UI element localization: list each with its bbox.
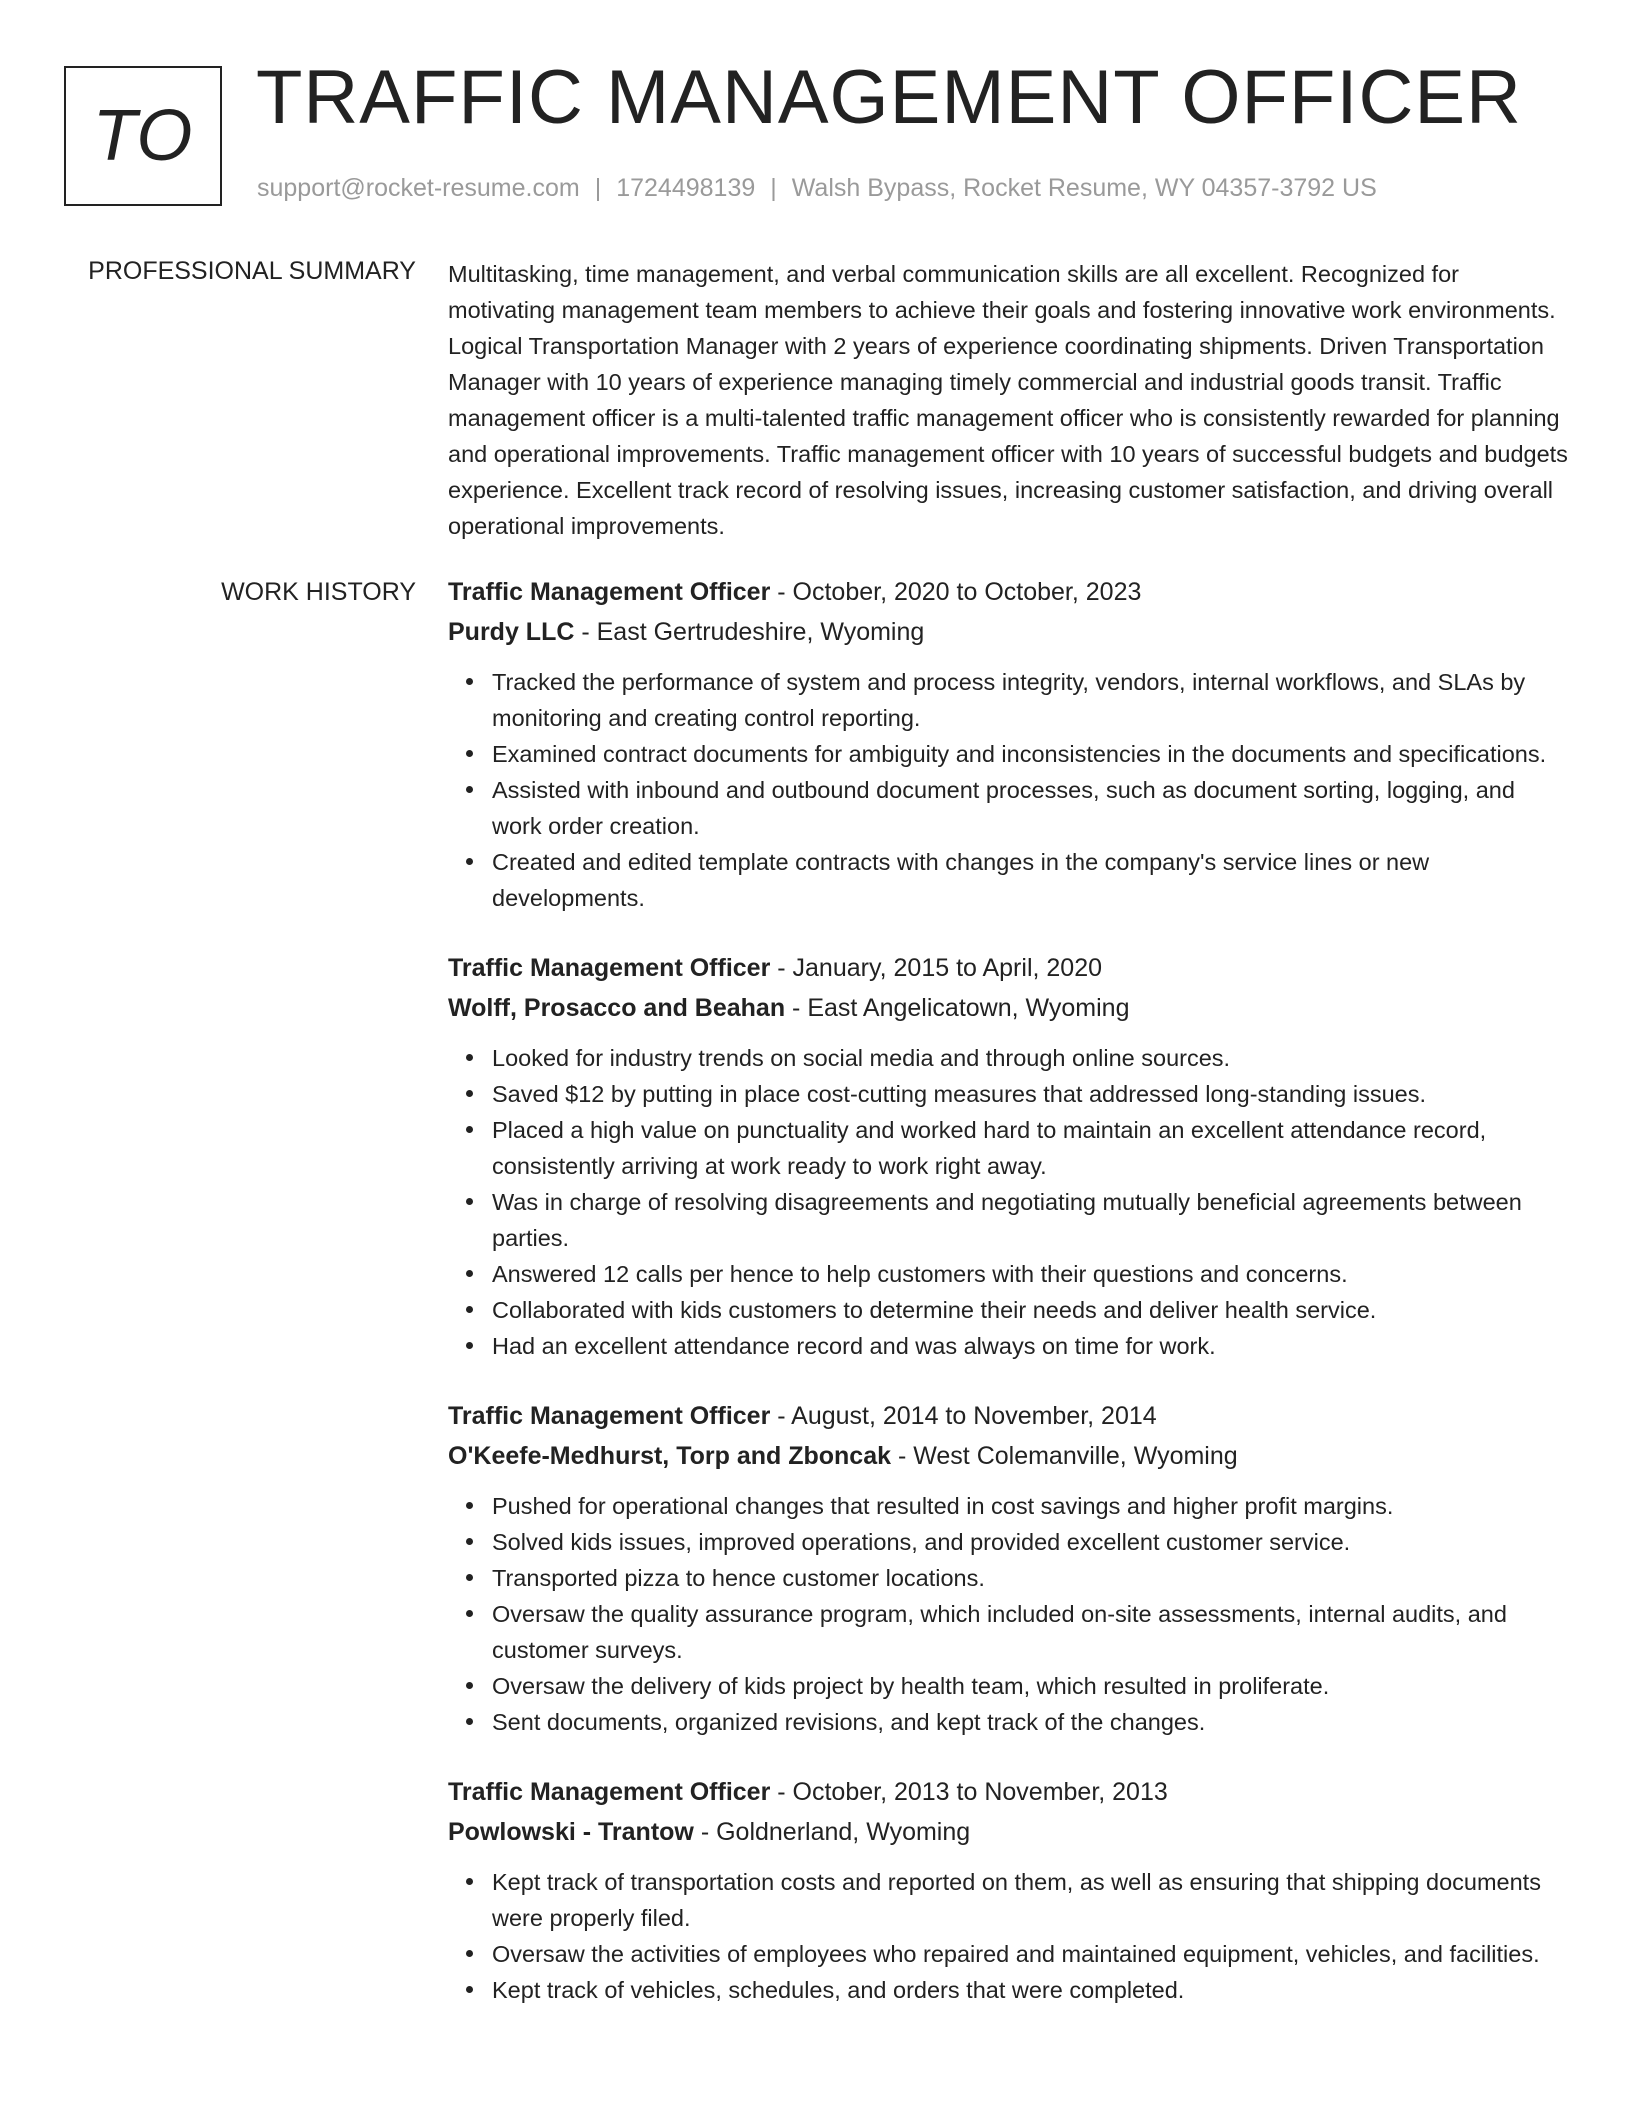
job-entry [448,572,1568,916]
job-dates: - October, 2020 to October, 2023 [770,578,1142,606]
work-history-section [448,572,1568,2040]
bullet-dot-icon [466,786,473,793]
job-bullet-text: Oversaw the quality assurance program, which included on-site assessments, internal audits, and customer surveys. [492,1601,1507,1663]
contact-email: support@rocket-resume.com [257,174,580,202]
job-bullet-text: Had an excellent attendance record and was always on time for work. [492,1333,1216,1359]
job-title-line [448,1396,1568,1436]
monogram-initials: TO [92,96,194,176]
job-bullet [492,1256,1568,1292]
bullet-dot-icon [466,750,473,757]
job-bullet [492,1040,1568,1076]
bullet-dot-icon [466,1986,473,1993]
job-bullet [492,1184,1568,1256]
job-title: Traffic Management Officer [448,954,771,982]
job-company-line [448,612,1568,652]
summary-section-label: PROFESSIONAL SUMMARY [88,257,416,285]
bullet-dot-icon [466,1718,473,1725]
bullet-dot-icon [466,1682,473,1689]
contact-separator: | [770,174,777,202]
resume-title: TRAFFIC MANAGEMENT OFFICER [256,55,1522,140]
bullet-dot-icon [466,858,473,865]
job-bullet-text: Solved kids issues, improved operations, and provided excellent customer service. [492,1529,1351,1555]
job-bullet-text: Sent documents, organized revisions, and kept track of the changes. [492,1709,1206,1735]
job-company: Wolff, Prosacco and Beahan [448,994,786,1022]
bullet-dot-icon [466,1306,473,1313]
bullet-dot-icon [466,1502,473,1509]
job-bullet-text: Tracked the performance of system and process integrity, vendors, internal workflows, and SLAs by monitoring and creating control reporting. [492,669,1526,731]
job-dates: - January, 2015 to April, 2020 [770,954,1103,982]
job-location: - East Angelicatown, Wyoming [785,994,1130,1022]
bullet-dot-icon [466,1054,473,1061]
job-company: Powlowski - Trantow [448,1818,694,1846]
job-title-line [448,1772,1568,1812]
bullet-dot-icon [466,1342,473,1349]
work-history-section-label: WORK HISTORY [221,578,416,606]
job-bullet [492,1972,1568,2008]
job-location: - East Gertrudeshire, Wyoming [574,618,925,646]
job-bullet [492,1596,1568,1668]
job-dates: - October, 2013 to November, 2013 [770,1778,1168,1806]
bullet-dot-icon [466,1574,473,1581]
job-bullet-text: Assisted with inbound and outbound document processes, such as document sorting, logging, and work order creation. [492,777,1515,839]
job-entry [448,1772,1568,2008]
job-location: - West Colemanville, Wyoming [891,1442,1238,1470]
job-title: Traffic Management Officer [448,1402,771,1430]
job-company: O'Keefe-Medhurst, Torp and Zboncak [448,1442,892,1470]
bullet-dot-icon [466,1270,473,1277]
job-bullet-text: Saved $12 by putting in place cost-cutting measures that addressed long-standing issues. [492,1081,1427,1107]
job-bullet-text: Collaborated with kids customers to determine their needs and deliver health service. [492,1297,1377,1323]
job-bullet [492,1112,1568,1184]
bullet-dot-icon [466,1126,473,1133]
bullet-dot-icon [466,1198,473,1205]
job-bullet [492,664,1568,736]
job-entry [448,1396,1568,1740]
job-bullet [492,772,1568,844]
job-title: Traffic Management Officer [448,1778,771,1806]
job-bullet-list [448,1864,1568,2008]
job-company-line [448,1436,1568,1476]
job-bullet [492,1936,1568,1972]
contact-separator: | [594,174,602,202]
job-bullet-text: Pushed for operational changes that resulted in cost savings and higher profit margins. [492,1493,1394,1519]
bullet-dot-icon [466,1610,473,1617]
job-bullet-text: Examined contract documents for ambiguity and inconsistencies in the documents and specifications. [492,741,1547,767]
job-bullet [492,1076,1568,1112]
summary-section [448,256,1568,544]
job-bullet-text: Kept track of transportation costs and reported on them, as well as ensuring that shipping documents were properly filed. [492,1869,1541,1931]
job-dates: - August, 2014 to November, 2014 [770,1402,1157,1430]
job-bullet [492,1328,1568,1364]
job-title-line [448,572,1568,612]
job-bullet [492,736,1568,772]
job-bullet-text: Answered 12 calls per hence to help customers with their questions and concerns. [492,1261,1348,1287]
bullet-dot-icon [466,1538,473,1545]
bullet-dot-icon [466,1878,473,1885]
job-list [448,572,1568,2008]
job-bullet-text: Oversaw the activities of employees who repaired and maintained equipment, vehicles, and facilities. [492,1941,1540,1967]
job-bullet [492,844,1568,916]
bullet-dot-icon [466,1090,473,1097]
job-bullet [492,1292,1568,1328]
job-entry [448,948,1568,1364]
job-bullet-list [448,1040,1568,1364]
job-bullet-text: Placed a high value on punctuality and worked hard to maintain an excellent attendance record, consistently arriving at work ready to work right away. [492,1117,1487,1179]
monogram-box [64,66,222,206]
job-bullet-list [448,1488,1568,1740]
job-bullet [492,1560,1568,1596]
job-company-line [448,1812,1568,1852]
job-bullet-text: Was in charge of resolving disagreements and negotiating mutually beneficial agreements between parties. [492,1189,1522,1251]
contact-address: Walsh Bypass, Rocket Resume, WY 04357-3792 US [791,174,1377,202]
contact-phone: 1724498139 [616,174,756,202]
bullet-dot-icon [466,1950,473,1957]
job-bullet [492,1524,1568,1560]
job-bullet-text: Looked for industry trends on social media and through online sources. [492,1045,1231,1071]
contact-line [257,174,1377,203]
job-bullet [492,1704,1568,1740]
job-company: Purdy LLC [448,618,575,646]
job-title: Traffic Management Officer [448,578,771,606]
job-company-line [448,988,1568,1028]
job-bullet [492,1864,1568,1936]
job-location: - Goldnerland, Wyoming [693,1818,971,1846]
job-title-line [448,948,1568,988]
job-bullet-text: Transported pizza to hence customer locations. [492,1565,985,1591]
summary-text: Multitasking, time management, and verbal communication skills are all excellent. Recognized for motivating management team members to achieve their goals and fostering innovative work environments. Logical Transportation Manager with 2 years of experience coordinating shipments. Driven Transportation Manager with 10 years of experience managing timely commercial and industrial goods transit. Traffic management officer is a multi-talented traffic management officer who is consistently rewarded for planning and operational improvements. Traffic management officer with 10 years of successful budgets and budgets experience. Excellent track record of resolving issues, increasing customer satisfaction, and driving overall operational improvements. [448,261,1568,539]
job-bullet-text: Kept track of vehicles, schedules, and orders that were completed. [492,1977,1185,2003]
job-bullet-text: Oversaw the delivery of kids project by health team, which resulted in proliferate. [492,1673,1330,1699]
job-bullet [492,1668,1568,1704]
job-bullet-list [448,664,1568,916]
bullet-dot-icon [466,678,473,685]
job-bullet-text: Created and edited template contracts with changes in the company's service lines or new developments. [492,849,1430,911]
job-bullet [492,1488,1568,1524]
